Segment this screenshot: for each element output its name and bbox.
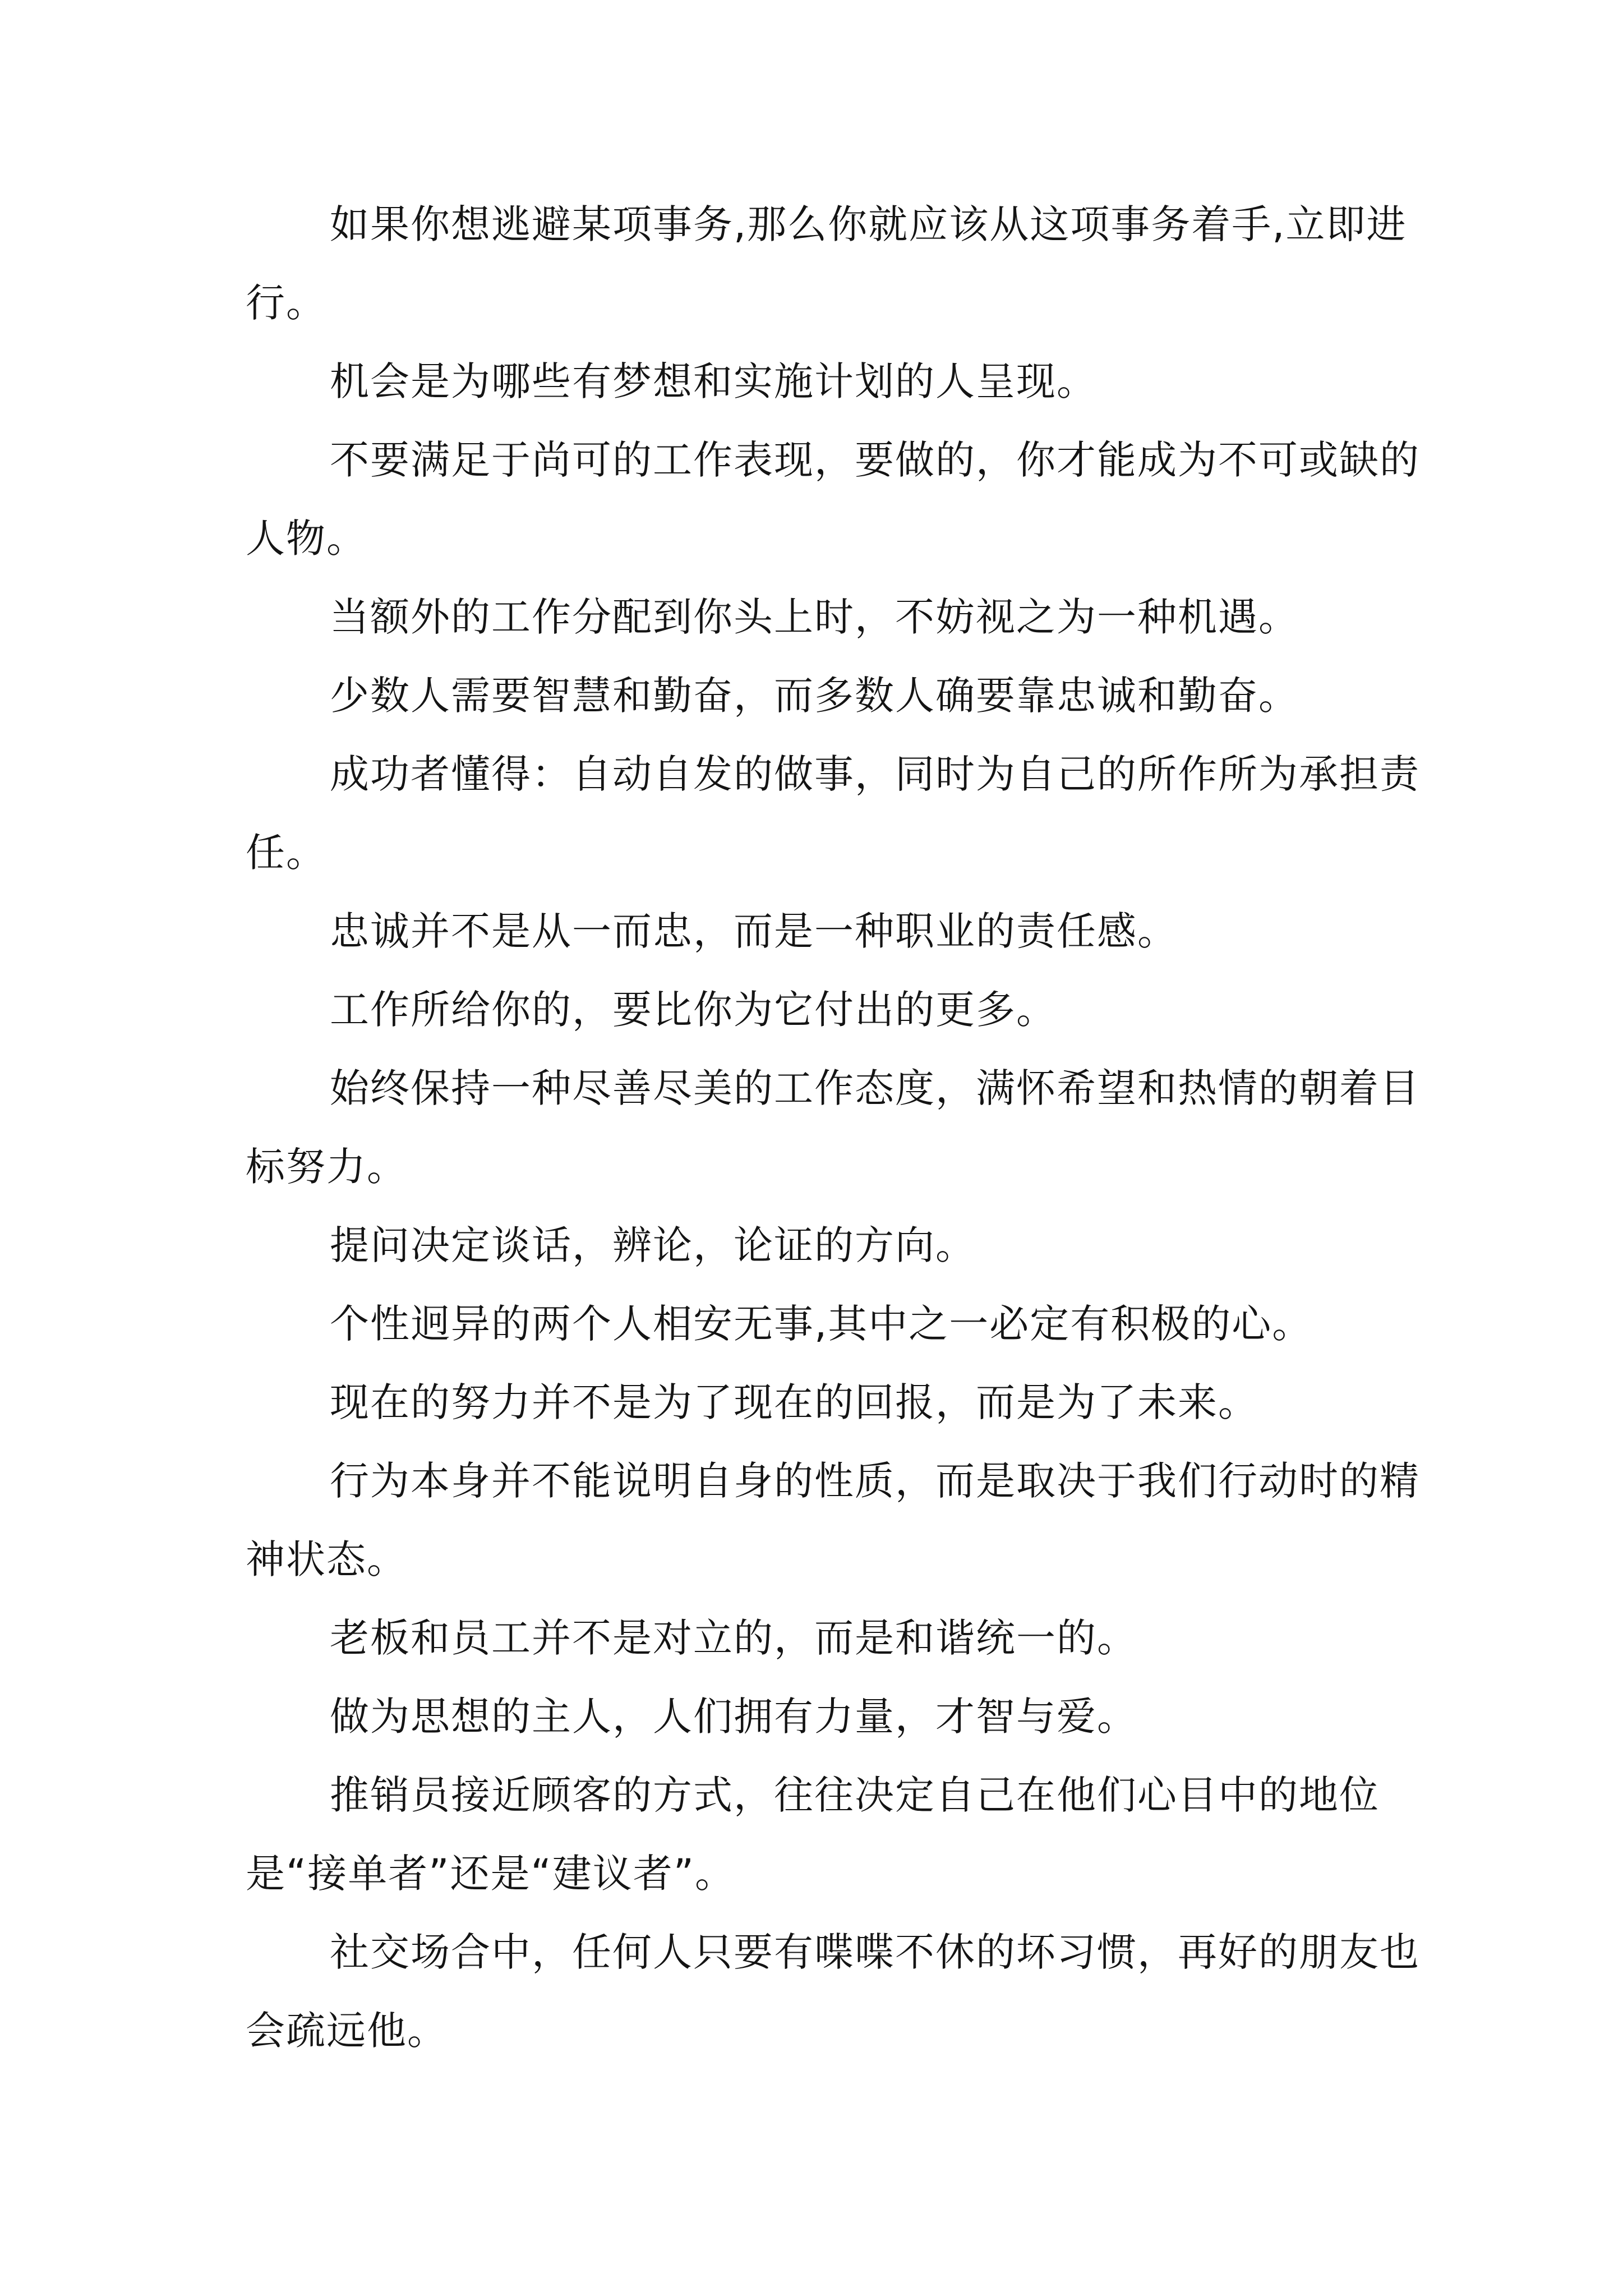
paragraph: 推销员接近顾客的方式，往往决定自己在他们心目中的地位是“接单者”还是“建议者”。 xyxy=(246,1772,1380,1897)
paragraph: 忠诚并不是从一而忠，而是一种职业的责任感。 xyxy=(330,908,1178,954)
paragraph: 现在的努力并不是为了现在的回报，而是为了未来。 xyxy=(330,1379,1258,1425)
paragraph: 社交场合中，任何人只要有喋喋不休的坏习惯，再好的朋友也会疏远他。 xyxy=(246,1929,1420,2054)
paragraph: 少数人需要智慧和勤奋，而多数人确要靠忠诚和勤奋。 xyxy=(330,673,1299,719)
paragraph: 做为思想的主人，人们拥有力量，才智与爱。 xyxy=(330,1694,1137,1740)
paragraph: 老板和员工并不是对立的，而是和谐统一的。 xyxy=(330,1615,1137,1661)
paragraph: 如果你想逃避某项事务,那么你就应该从这项事务着手,立即进行。 xyxy=(246,201,1407,326)
paragraph: 成功者懂得：自动自发的做事，同时为自己的所作所为承担责任。 xyxy=(246,751,1420,876)
paragraph: 工作所给你的，要比你为它付出的更多。 xyxy=(330,987,1057,1033)
paragraph: 当额外的工作分配到你头上时，不妨视之为一种机遇。 xyxy=(330,594,1299,640)
paragraph: 机会是为哪些有梦想和实施计划的人呈现。 xyxy=(330,358,1097,404)
paragraph: 不要满足于尚可的工作表现，要做的，你才能成为不可或缺的人物。 xyxy=(246,437,1420,562)
paragraph: 行为本身并不能说明自身的性质，而是取决于我们行动时的精神状态。 xyxy=(246,1458,1420,1582)
paragraph: 始终保持一种尽善尽美的工作态度，满怀希望和热情的朝着目标努力。 xyxy=(246,1065,1420,1190)
paragraph: 提问决定谈话，辨论，论证的方向。 xyxy=(330,1222,976,1268)
document-body xyxy=(246,185,1457,2070)
paragraph: 个性迥异的两个人相安无事,其中之一必定有积极的心。 xyxy=(330,1301,1313,1347)
